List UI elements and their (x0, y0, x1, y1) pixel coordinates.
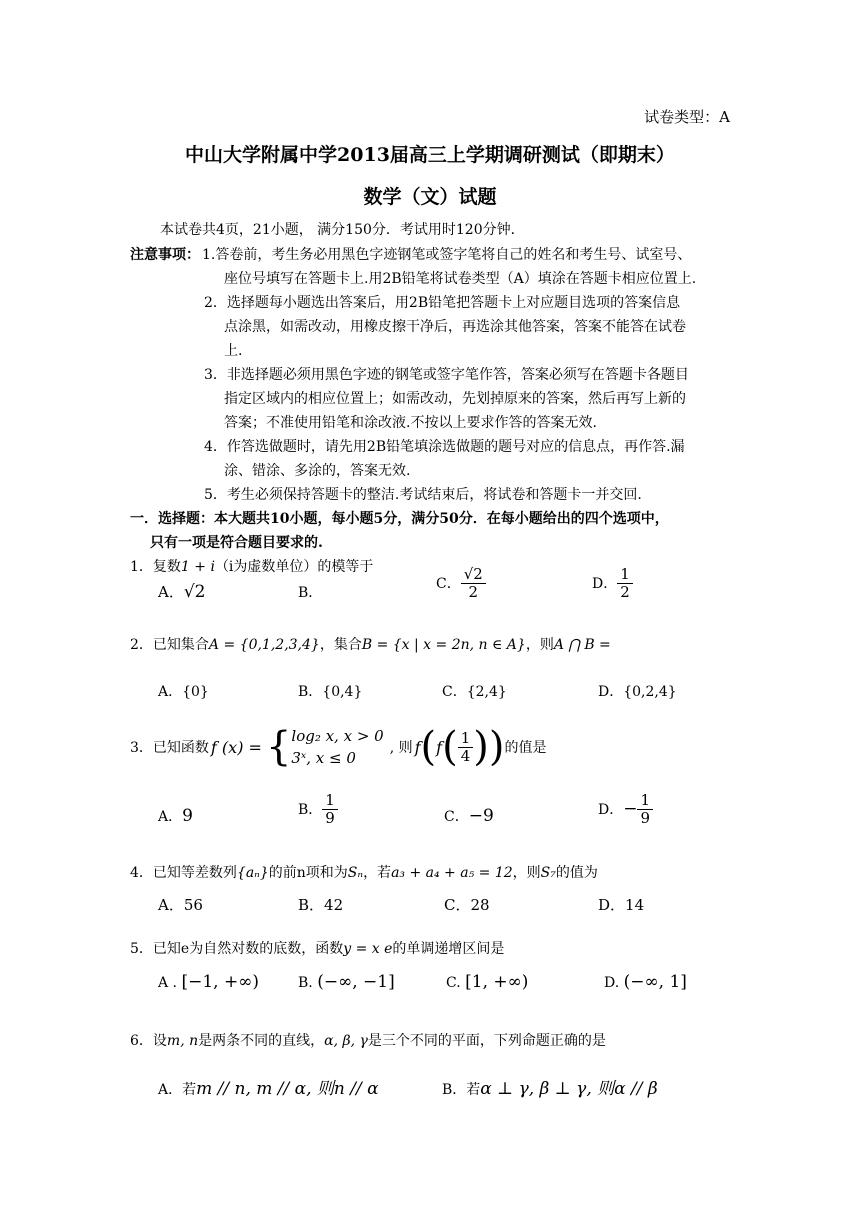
q6-option-b: B．若α ⊥ γ, β ⊥ γ, 则α // β (442, 1079, 658, 1099)
q4-sequence: {aₙ} (236, 865, 269, 881)
q1-option-c: C． $\frac{√2}{2}$ (436, 566, 486, 600)
q1-option-a: A．√2 (158, 582, 206, 602)
note-2-line2: 点涂黑，如需改动，用橡皮擦干净后，再选涂其他答案，答案不能答在试卷 (224, 319, 686, 335)
q4-condition: a₃ + a₄ + a₅ = 12 (391, 865, 513, 881)
q4-option-b: B．42 (298, 896, 344, 914)
q6-lines: m, n (166, 1033, 199, 1049)
note-5-line1: 5．考生必须保持答题卡的整洁.考试结束后，将试卷和答题卡一并交回. (204, 487, 642, 503)
q1-c-denominator: 2 (468, 582, 479, 601)
q4-option-c: C．28 (444, 896, 490, 914)
q3-inner-numerator: 1 (458, 730, 474, 748)
q2-set-b: B = {x | x = 2n, n ∈ A} (361, 637, 526, 653)
note-4-line2: 涂、错涂、多涂的，答案无效. (224, 463, 411, 479)
q3-option-b: B． $\frac{1}{9}$ (298, 792, 338, 826)
note-3-line3: 答案；不准使用铅笔和涂改液.不按以上要求作答的答案无效. (224, 415, 597, 431)
note-2-line3: 上. (224, 343, 243, 359)
q1-option-b: B． (298, 585, 323, 601)
q5-option-c: C. [1, +∞) (446, 972, 529, 992)
paper-type: 试卷类型：A (644, 108, 730, 126)
question-3-stem: 3．已知函数 f (x) = { log₂ x, x > 0 3ˣ, x ≤ 0 , 则 f ( f ( $\frac{1}{4}$ ) ) 的值是 (130, 724, 547, 770)
q4-option-d: D．14 (598, 896, 645, 914)
note-4-line1: 4．作答选做题时，请先用2B铅笔填涂选做题的题号对应的信息点，再作答.漏 (204, 439, 685, 455)
q5-option-a: A . [−1, +∞) (158, 972, 260, 992)
question-4-stem: 4．已知等差数列{aₙ}的前n项和为Sₙ，若a₃ + a₄ + a₅ = 12，则S₇的值为 (130, 865, 598, 881)
q2-option-d: D．{0,2,4} (598, 684, 677, 700)
q1-expression: 1 + i (180, 559, 215, 575)
q1-d-denominator: 2 (620, 582, 630, 601)
q6-option-a: A．若m // n, m // α, 则n // α (158, 1079, 379, 1099)
q6-planes: α, β, γ (324, 1033, 368, 1049)
q4-sum: Sₙ (347, 865, 364, 881)
note-3-line2: 指定区域内的相应位置上；如需改动，先划掉原来的答案，然后再写上新的 (224, 391, 686, 407)
q3-case-2: 3ˣ, x ≤ 0 (291, 749, 356, 767)
q1-c-numerator: √2 (461, 566, 486, 584)
note-2-line1: 2．选择题每小题选出答案后，用2B铅笔把答题卡上对应题目选项的答案信息 (204, 295, 681, 311)
q1-option-a-value: √2 (183, 582, 206, 602)
q3-function-name: f (x) = (210, 737, 262, 757)
q2-option-b: B．{0,4} (298, 684, 363, 700)
q2-option-a: A．{0} (158, 684, 209, 700)
q4-option-a: A．56 (158, 896, 203, 914)
section-heading-cont: 只有一项是符合题目要求的. (150, 535, 323, 551)
q5-option-d: D. (−∞, 1] (604, 972, 687, 992)
note-3-line1: 3．非选择题必须用黑色字迹的钢笔或签字笔作答，答案必须写在答题卡各题目 (204, 367, 689, 383)
q3-piecewise (291, 725, 383, 769)
intro-text: 本试卷共4页，21小题， 满分150分．考试用时120分钟． (160, 222, 525, 238)
q3-option-a: A．9 (158, 806, 193, 826)
q4-s7: S₇ (540, 865, 556, 881)
question-5-stem: 5．已知e为自然对数的底数，函数y = x e的单调递增区间是 (130, 941, 505, 957)
q2-set-a: A = {0,1,2,3,4} (208, 637, 320, 653)
q3-option-d: D．− $\frac{1}{9}$ (598, 792, 653, 826)
q5-function: y = x e (343, 941, 393, 957)
question-1-stem: 1．复数1 + i（i为虚数单位）的模等于 (130, 559, 374, 575)
exam-subtitle: 数学（文）试题 (363, 186, 497, 208)
q5-option-b: B. (−∞, −1] (298, 972, 395, 992)
note-1-line1: 1.答卷前，考生务必用黑色字迹钢笔或签字笔将自己的姓名和考生号、试室号、 (202, 247, 692, 263)
q3-inner-denominator: 4 (460, 746, 471, 765)
question-6-stem: 6．设m, n是两条不同的直线，α, β, γ是三个不同的平面，下列命题正确的是 (130, 1033, 606, 1049)
question-2-stem: 2．已知集合A = {0,1,2,3,4}，集合B = {x | x = 2n, n ∈ A}，则A ⋂ B = (130, 637, 611, 653)
notes-label: 注意事项： (130, 247, 200, 263)
q3-case-1: log₂ x, x > 0 (291, 727, 384, 745)
q1-option-d: D． $\frac{1}{2}$ (592, 566, 633, 600)
note-1-line2: 座位号填写在答题卡上.用2B铅笔将试卷类型（A）填涂在答题卡相应位置上. (224, 271, 697, 287)
q1-d-numerator: 1 (617, 566, 633, 584)
q3-option-c: C．−9 (444, 806, 494, 826)
q2-intersection: A ⋂ B = (553, 637, 611, 653)
exam-title: 中山大学附属中学2013届高三上学期调研测试（即期末） (185, 144, 675, 166)
section-heading: 一．选择题：本大题共10小题，每小题5分，满分50分．在每小题给出的四个选项中， (130, 511, 669, 527)
q2-option-c: C．{2,4} (442, 684, 507, 700)
